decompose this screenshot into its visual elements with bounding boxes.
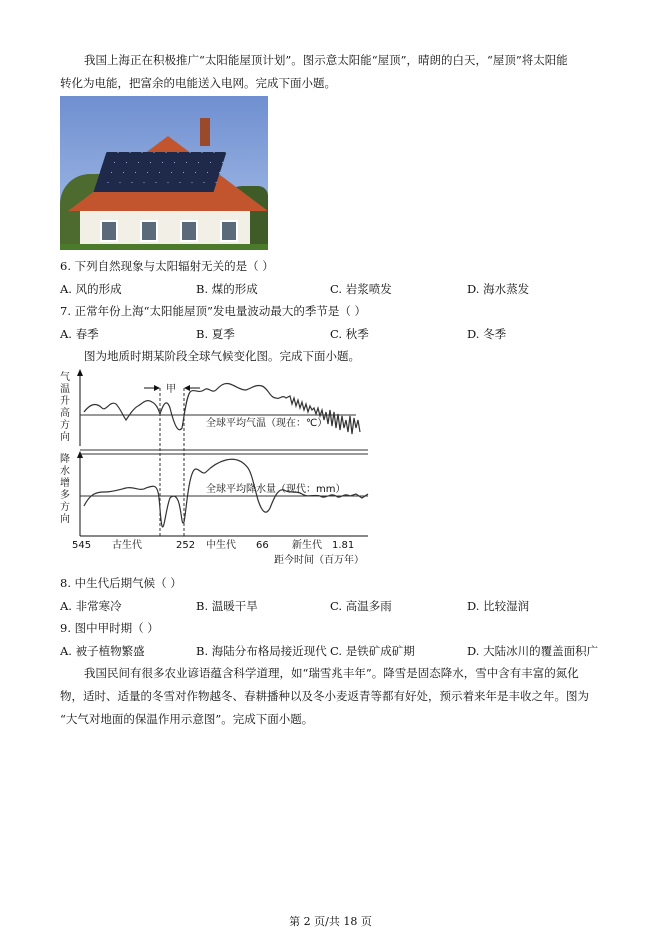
top-reference-label: 全球平均气温（现在：℃） [206, 418, 328, 429]
top-ylabel-char-1: 温 [60, 384, 70, 395]
question-6-option-c: C. 岩浆喷发 [330, 282, 392, 296]
question-7-option-b: B. 夏季 [196, 327, 235, 341]
top-ylabel-char-2: 升 [60, 396, 70, 407]
question-8-stem: 8. 中生代后期气候（ ） [60, 576, 182, 590]
question-7-stem: 7. 正常年份上海“太阳能屋顶”发电量波动最大的季节是（ ） [60, 304, 367, 318]
top-ylabel-char-3: 高 [60, 408, 70, 419]
top-ylabel-char-0: 气 [60, 372, 70, 383]
x-tick-66: 66 [256, 540, 269, 551]
question-7-option-a: A. 春季 [60, 327, 99, 341]
intro-paragraph-3-line-2: 物，适时、适量的冬雪对作物越冬、春耕播种以及冬小麦返青等都有好处，预示着来年是丰收之年。图为 [60, 689, 589, 703]
page-footer: 第 2 页/共 18 页 [289, 915, 372, 928]
top-ylabel-char-4: 方 [60, 420, 70, 431]
x-tick-252: 252 [176, 540, 196, 551]
question-7-option-d: D. 冬季 [467, 327, 507, 341]
intro-paragraph-1-line-2: 转化为电能，把富余的电能送入电网。完成下面小题。 [60, 76, 336, 90]
question-9-option-a: A. 被子植物繁盛 [60, 644, 145, 658]
bottom-ylabel-char-0: 降 [60, 454, 70, 465]
bottom-ylabel-char-5: 向 [60, 514, 70, 525]
intro-paragraph-2: 图为地质时期某阶段全球气候变化图。完成下面小题。 [84, 349, 360, 363]
era-label-cenozoic: 新生代 [292, 540, 322, 551]
question-8-option-a: A. 非常寒冷 [60, 599, 122, 613]
question-7-option-c: C. 秋季 [330, 327, 369, 341]
question-6-option-d: D. 海水蒸发 [467, 282, 530, 296]
bottom-ylabel-char-2: 增 [60, 478, 70, 489]
question-6-option-b: B. 煤的形成 [196, 282, 258, 296]
question-9-option-d: D. 大陆冰川的覆盖面积广 [467, 644, 599, 658]
question-6-option-a: A. 风的形成 [60, 282, 122, 296]
intro-paragraph-3-line-1: 我国民间有很多农业谚语蕴含科学道理，如“瑞雪兆丰年”。降雪是固态降水，雪中含有丰富的氮化 [84, 666, 579, 680]
interval-label: 甲 [166, 384, 176, 395]
question-9-option-b: B. 海陆分布格局接近现代 [196, 644, 327, 658]
bottom-ylabel-char-4: 方 [60, 502, 70, 513]
era-label-paleozoic: 古生代 [112, 540, 142, 551]
x-tick-1-81: 1.81 [332, 540, 355, 551]
question-6-stem: 6. 下列自然现象与太阳辐射无关的是（ ） [60, 259, 274, 273]
x-axis-label: 距今时间（百万年） [274, 555, 364, 566]
question-8-option-b: B. 温暖干旱 [196, 599, 258, 613]
question-8-option-d: D. 比较湿润 [467, 599, 530, 613]
top-ylabel-char-5: 向 [60, 432, 70, 443]
question-8-option-c: C. 高温多雨 [330, 599, 392, 613]
intro-paragraph-3-line-3: “大气对地面的保温作用示意图”。完成下面小题。 [60, 712, 314, 726]
geologic-climate-chart [56, 368, 381, 568]
bottom-ylabel-char-3: 多 [60, 490, 70, 501]
interval-arrow-left-head [154, 385, 160, 391]
solar-roof-house-photo [60, 96, 268, 250]
top-y-axis-arrow [77, 369, 83, 376]
intro-paragraph-1-line-1: 我国上海正在积极推广“太阳能屋顶计划”。图示意太阳能“屋顶”，晴朗的白天，“屋顶”将太阳能 [84, 53, 568, 67]
question-9-stem: 9. 图中甲时期（ ） [60, 621, 159, 635]
interval-arrow-right-head [184, 385, 190, 391]
era-label-mesozoic: 中生代 [206, 540, 236, 551]
question-9-option-c: C. 是铁矿成矿期 [330, 644, 415, 658]
x-tick-545: 545 [72, 540, 92, 551]
bottom-reference-label: 全球平均降水量（现代：mm） [206, 484, 346, 495]
bottom-ylabel-char-1: 水 [60, 466, 70, 477]
